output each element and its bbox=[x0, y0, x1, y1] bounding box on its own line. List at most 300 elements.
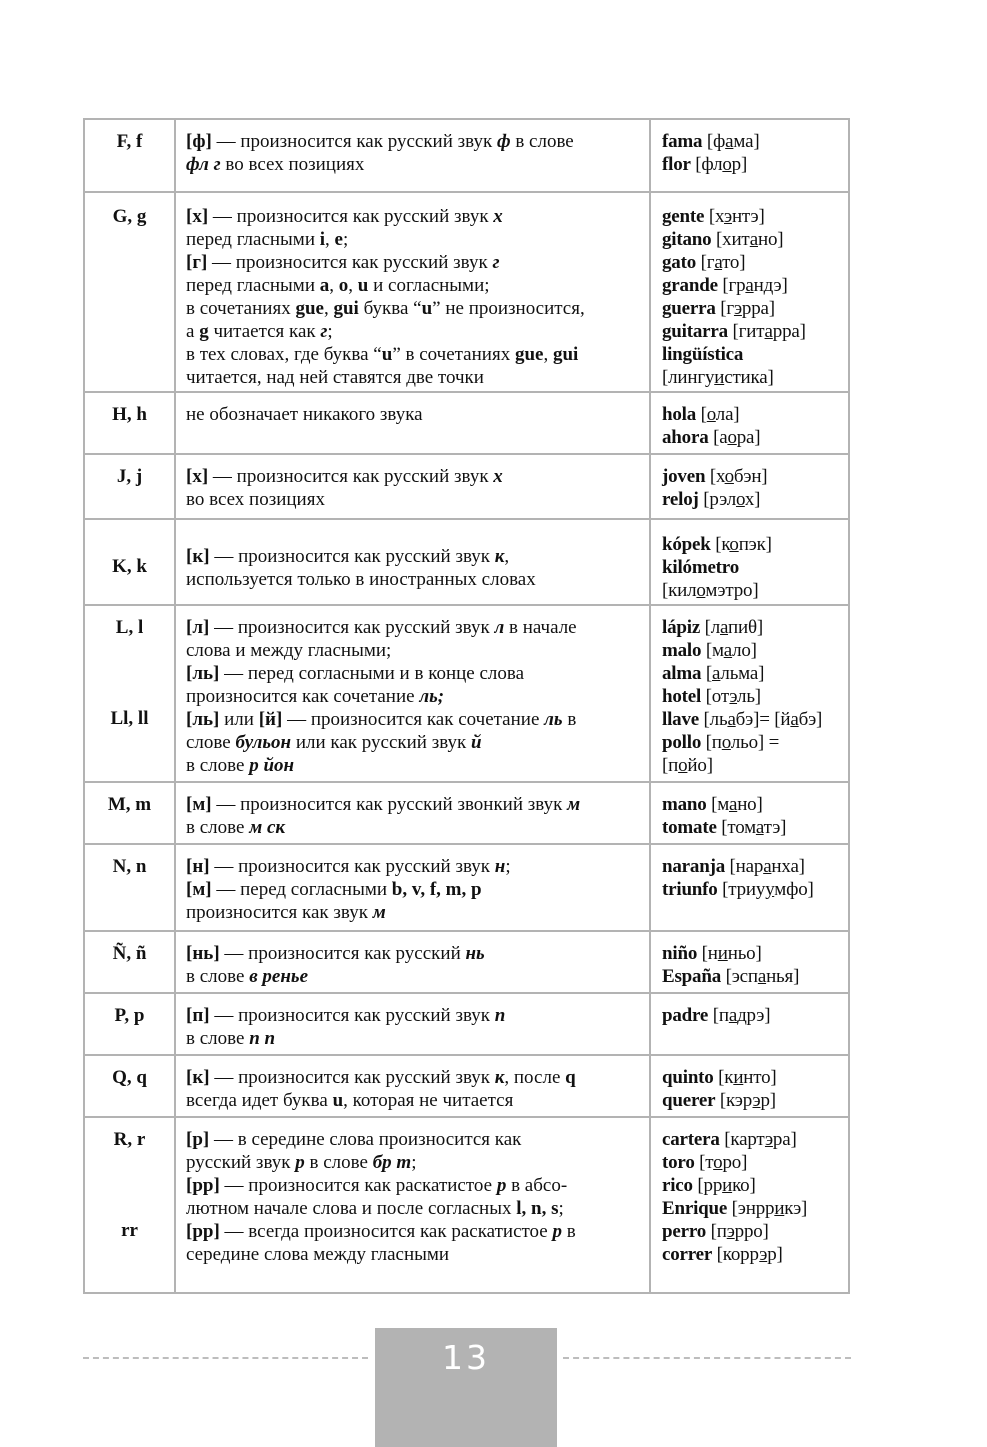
letter-label: R, r bbox=[113, 1129, 146, 1150]
russian-sound: бр т bbox=[372, 1152, 412, 1173]
text-segment: [п bbox=[706, 1221, 727, 1242]
examples-cell bbox=[651, 393, 848, 453]
russian-sound: р bbox=[496, 1175, 507, 1196]
text-segment: — в середине слова произносится как bbox=[209, 1129, 522, 1150]
text-segment: буква “ bbox=[358, 298, 422, 319]
bold-term: llave bbox=[662, 709, 699, 730]
text-segment: [нар bbox=[725, 856, 764, 877]
pronunciation-line bbox=[186, 901, 649, 924]
pronunciation-cell bbox=[176, 845, 651, 930]
bold-term: [х] bbox=[186, 466, 209, 487]
text-segment: лютном начале слова и после согласных bbox=[186, 1198, 517, 1219]
bold-term: [рр] bbox=[186, 1221, 220, 1242]
pronunciation-cell bbox=[176, 1118, 651, 1292]
stressed-vowel: и bbox=[722, 1175, 733, 1196]
letter-cell bbox=[85, 520, 176, 604]
stressed-vowel: о bbox=[678, 755, 688, 776]
russian-sound: нь bbox=[465, 943, 485, 964]
example-line bbox=[662, 556, 848, 579]
russian-sound: ф bbox=[496, 131, 511, 152]
pronunciation-line bbox=[186, 1151, 649, 1174]
letter-cell bbox=[85, 393, 176, 453]
bold-term: reloj bbox=[662, 489, 699, 510]
example-line bbox=[662, 855, 848, 878]
table-row bbox=[85, 930, 848, 992]
stressed-vowel: а bbox=[755, 817, 764, 838]
text-segment: , bbox=[543, 344, 553, 365]
example-line bbox=[662, 320, 848, 343]
text-segment: ндэ] bbox=[753, 275, 788, 296]
text-segment: [энрр bbox=[727, 1198, 775, 1219]
letter-label: J, j bbox=[116, 466, 143, 487]
bold-term: gitano bbox=[662, 229, 712, 250]
example-line bbox=[662, 639, 848, 662]
text-segment: ; bbox=[411, 1152, 417, 1173]
example-line bbox=[662, 274, 848, 297]
text-segment: [рэл bbox=[698, 489, 736, 510]
bold-term: ahora bbox=[662, 427, 709, 448]
text-segment: [м bbox=[706, 794, 729, 815]
text-segment: пиθ] bbox=[728, 617, 763, 638]
text-segment: рро] bbox=[734, 1221, 769, 1242]
stressed-vowel: э bbox=[752, 1090, 761, 1111]
stressed-vowel: о bbox=[696, 580, 706, 601]
example-line bbox=[662, 731, 848, 754]
pronunciation-line bbox=[186, 545, 649, 568]
text-segment: — всегда произносится как раскатистое bbox=[219, 1221, 553, 1242]
bold-term: [п] bbox=[186, 1005, 210, 1026]
bold-term: querer bbox=[662, 1090, 716, 1111]
letter-cell bbox=[85, 783, 176, 843]
bold-term: gue bbox=[295, 298, 324, 319]
text-segment: произносится как звук bbox=[186, 902, 373, 923]
text-segment: нха] bbox=[771, 856, 805, 877]
pronunciation-line bbox=[186, 662, 649, 685]
text-segment: — произносится как русский звук bbox=[209, 617, 495, 638]
russian-sound: р bbox=[552, 1221, 562, 1242]
letter-label: N, n bbox=[112, 856, 147, 877]
pronunciation-line bbox=[186, 153, 649, 176]
text-segment: ма] bbox=[733, 131, 760, 152]
bold-term: [л] bbox=[186, 617, 210, 638]
text-segment: , bbox=[348, 275, 358, 296]
bold-term: l, n, s bbox=[516, 1198, 559, 1219]
text-segment: ; bbox=[558, 1198, 564, 1219]
russian-sound: р йон bbox=[249, 755, 295, 776]
text-segment: [эсп bbox=[721, 966, 758, 987]
text-segment: читается как bbox=[208, 321, 321, 342]
table-row bbox=[85, 453, 848, 518]
text-segment: ко] bbox=[732, 1175, 756, 1196]
text-segment: ла] bbox=[715, 404, 740, 425]
table-row bbox=[85, 518, 848, 604]
text-segment: , bbox=[323, 298, 334, 319]
stressed-vowel: о bbox=[729, 534, 739, 555]
text-segment: [гит bbox=[727, 321, 765, 342]
text-segment: ло] bbox=[732, 640, 757, 661]
bold-term: gui bbox=[552, 344, 579, 365]
bold-term: guitarra bbox=[662, 321, 728, 342]
text-segment: — произносится как русский звук bbox=[209, 546, 495, 567]
text-segment: не обозначает никакого звука bbox=[186, 404, 423, 425]
text-segment: льма] bbox=[720, 663, 765, 684]
letter-label: Ñ, ñ bbox=[112, 943, 147, 964]
text-segment: ра] bbox=[772, 1129, 797, 1150]
letter-cell bbox=[85, 1118, 176, 1292]
example-line bbox=[662, 1243, 848, 1266]
text-segment: [ф bbox=[702, 131, 726, 152]
pronunciation-cell bbox=[176, 783, 651, 843]
text-segment: в слове bbox=[186, 1028, 250, 1049]
example-line bbox=[662, 685, 848, 708]
text-segment: читается, над ней ставятся две точки bbox=[186, 367, 484, 388]
pronunciation-line bbox=[186, 878, 649, 901]
bold-term: quinto bbox=[662, 1067, 714, 1088]
text-segment: [фл bbox=[690, 154, 723, 175]
pronunciation-line bbox=[186, 1128, 649, 1151]
bold-term: [ль] bbox=[186, 709, 220, 730]
bold-term: [рр] bbox=[186, 1175, 220, 1196]
text-segment: нто] bbox=[743, 1067, 777, 1088]
bold-term: alma bbox=[662, 663, 702, 684]
example-line bbox=[662, 616, 848, 639]
text-segment: [ bbox=[696, 404, 707, 425]
table-row bbox=[85, 604, 848, 781]
text-segment: — произносится как русский звонкий звук bbox=[211, 794, 568, 815]
russian-sound: п п bbox=[249, 1028, 276, 1049]
pronunciation-line bbox=[186, 568, 649, 591]
stressed-vowel: и bbox=[733, 1067, 744, 1088]
pronunciation-line bbox=[186, 274, 649, 297]
text-segment: но] bbox=[737, 794, 763, 815]
pronunciation-line bbox=[186, 965, 649, 988]
text-segment: середине слова между гласными bbox=[186, 1244, 450, 1265]
stressed-vowel: а bbox=[757, 966, 767, 987]
russian-sound: фл г bbox=[186, 154, 221, 175]
bold-term: [г] bbox=[186, 252, 208, 273]
examples-cell bbox=[651, 783, 848, 843]
stressed-vowel: э bbox=[764, 1129, 773, 1150]
bold-term: correr bbox=[662, 1244, 713, 1265]
stressed-vowel: о bbox=[721, 732, 731, 753]
stressed-vowel: а bbox=[728, 1005, 738, 1026]
examples-cell bbox=[651, 1056, 848, 1116]
bold-term: guerra bbox=[662, 298, 716, 319]
bold-term: niño bbox=[662, 943, 698, 964]
bold-term: rico bbox=[662, 1175, 693, 1196]
example-line bbox=[662, 1004, 848, 1027]
bold-term: gente bbox=[662, 206, 705, 227]
text-segment: [м bbox=[701, 640, 724, 661]
stressed-vowel: а bbox=[745, 275, 754, 296]
example-line bbox=[662, 1128, 848, 1151]
pronunciation-line bbox=[186, 1004, 649, 1027]
letter-label: M, m bbox=[107, 794, 152, 815]
pronunciation-line bbox=[186, 1174, 649, 1197]
bold-term: b, v, f, m, p bbox=[391, 879, 482, 900]
bold-term: [ф] bbox=[186, 131, 212, 152]
bold-term: gui bbox=[333, 298, 359, 319]
text-segment: , bbox=[329, 275, 339, 296]
text-segment: ” не произносится, bbox=[432, 298, 585, 319]
stressed-vowel: э bbox=[759, 1244, 768, 1265]
example-line bbox=[662, 426, 848, 449]
pronunciation-line bbox=[186, 130, 649, 153]
bold-term: joven bbox=[662, 466, 706, 487]
text-segment: , после bbox=[504, 1067, 566, 1088]
bold-term: gue bbox=[514, 344, 544, 365]
text-segment: — произносится как русский звук bbox=[208, 466, 494, 487]
pronunciation-line bbox=[186, 616, 649, 639]
text-segment: — произносится как раскатистое bbox=[219, 1175, 497, 1196]
letter-label: H, h bbox=[112, 404, 147, 425]
text-segment: слове bbox=[186, 732, 236, 753]
text-segment: [ bbox=[701, 663, 712, 684]
alphabet-pronunciation-table bbox=[83, 118, 850, 1294]
text-segment: [корр bbox=[712, 1244, 760, 1265]
table-row bbox=[85, 1054, 848, 1116]
example-line bbox=[662, 878, 848, 901]
text-segment: ” в сочетаниях bbox=[392, 344, 515, 365]
text-segment: стика] bbox=[724, 367, 774, 388]
text-segment: ро] bbox=[722, 1152, 748, 1173]
pronunciation-line bbox=[186, 297, 649, 320]
text-segment: используется только в иностранных словах bbox=[186, 569, 536, 590]
example-line bbox=[662, 403, 848, 426]
example-line bbox=[662, 1174, 848, 1197]
pronunciation-line bbox=[186, 488, 649, 511]
stressed-vowel: а bbox=[714, 252, 723, 273]
bold-term: [м] bbox=[186, 879, 212, 900]
example-line bbox=[662, 343, 848, 366]
text-segment: ; bbox=[327, 321, 333, 342]
russian-sound: л bbox=[494, 617, 505, 638]
text-segment: [т bbox=[694, 1152, 714, 1173]
russian-sound: р bbox=[295, 1152, 305, 1173]
example-line bbox=[662, 1089, 848, 1112]
stressed-vowel: а bbox=[720, 617, 729, 638]
pronunciation-line bbox=[186, 343, 649, 366]
stressed-vowel: о bbox=[735, 489, 745, 510]
bold-term: u bbox=[332, 1090, 344, 1111]
text-segment: [х bbox=[705, 466, 725, 487]
examples-cell bbox=[651, 994, 848, 1054]
stressed-vowel: а bbox=[763, 856, 772, 877]
text-segment: в слове bbox=[186, 755, 250, 776]
stressed-vowel: о bbox=[724, 466, 734, 487]
text-segment: [н bbox=[697, 943, 718, 964]
bold-term: [ль] bbox=[186, 663, 220, 684]
page-number-box bbox=[375, 1328, 557, 1447]
pronunciation-line bbox=[186, 1243, 649, 1266]
letter-label: P, p bbox=[114, 1005, 145, 1026]
pronunciation-cell bbox=[176, 393, 651, 453]
russian-sound: й bbox=[471, 732, 482, 753]
text-segment: — произносится как русский звук bbox=[207, 252, 493, 273]
examples-cell bbox=[651, 120, 848, 191]
letter-cell bbox=[85, 845, 176, 930]
bold-term: pollo bbox=[662, 732, 702, 753]
pronunciation-line bbox=[186, 855, 649, 878]
russian-sound: г bbox=[320, 321, 328, 342]
text-segment: , bbox=[325, 229, 335, 250]
pronunciation-line bbox=[186, 754, 649, 777]
text-segment: в слове bbox=[510, 131, 574, 152]
text-segment: или как русский звук bbox=[291, 732, 472, 753]
russian-sound: х bbox=[493, 206, 503, 227]
letter-label: Ll, ll bbox=[110, 708, 149, 729]
page-number: 13 bbox=[442, 1338, 490, 1377]
text-segment: в тех словах, где буква “ bbox=[186, 344, 382, 365]
text-segment: рра] bbox=[741, 298, 775, 319]
russian-sound: ль bbox=[544, 709, 563, 730]
text-segment: р] bbox=[731, 154, 748, 175]
stressed-vowel: а bbox=[790, 709, 799, 730]
bold-term: [нь] bbox=[186, 943, 220, 964]
text-segment: йо] bbox=[687, 755, 713, 776]
bold-term: u bbox=[421, 298, 433, 319]
bold-term: mano bbox=[662, 794, 707, 815]
text-segment: [рр bbox=[692, 1175, 723, 1196]
text-segment: в bbox=[561, 1221, 576, 1242]
text-segment: перед гласными bbox=[186, 275, 320, 296]
russian-sound: бульон bbox=[235, 732, 292, 753]
bold-term: gato bbox=[662, 252, 697, 273]
pronunciation-line bbox=[186, 1220, 649, 1243]
text-segment: — произносится как русский звук bbox=[209, 856, 495, 877]
pronunciation-line bbox=[186, 320, 649, 343]
text-segment: , которая не читается bbox=[343, 1090, 514, 1111]
text-segment: — произносится как русский звук bbox=[209, 1005, 495, 1026]
stressed-vowel: а bbox=[749, 229, 758, 250]
pronunciation-line bbox=[186, 465, 649, 488]
text-segment: в сочетаниях bbox=[186, 298, 296, 319]
examples-cell bbox=[651, 845, 848, 930]
pronunciation-line bbox=[186, 731, 649, 754]
bold-term: grande bbox=[662, 275, 718, 296]
text-segment: [кил bbox=[662, 580, 697, 601]
example-line bbox=[662, 816, 848, 839]
text-segment: ньо] bbox=[727, 943, 762, 964]
russian-sound: в ренье bbox=[249, 966, 309, 987]
text-segment: льо] = bbox=[730, 732, 780, 753]
pronunciation-line bbox=[186, 251, 649, 274]
stressed-vowel: а bbox=[727, 709, 736, 730]
table-row bbox=[85, 992, 848, 1054]
bold-term: [х] bbox=[186, 206, 209, 227]
stressed-vowel: о bbox=[722, 154, 732, 175]
text-segment: ; bbox=[342, 229, 349, 250]
letter-label: G, g bbox=[112, 206, 147, 227]
example-line bbox=[662, 130, 848, 153]
bold-term: hola bbox=[662, 404, 697, 425]
letter-cell bbox=[85, 1056, 176, 1116]
pronunciation-cell bbox=[176, 932, 651, 992]
bold-term: padre bbox=[662, 1005, 709, 1026]
text-segment: р] bbox=[760, 1090, 776, 1111]
text-segment: ра] bbox=[736, 427, 761, 448]
stressed-vowel: а bbox=[712, 663, 721, 684]
text-segment: — произносится как сочетание bbox=[282, 709, 545, 730]
russian-sound: п bbox=[494, 1005, 506, 1026]
text-segment: [от bbox=[701, 686, 730, 707]
text-segment: [п bbox=[662, 755, 679, 776]
russian-sound: м bbox=[567, 794, 581, 815]
bold-term: u bbox=[381, 344, 393, 365]
text-segment: [п bbox=[701, 732, 722, 753]
bold-term: flor bbox=[662, 154, 691, 175]
text-segment: в абсо- bbox=[506, 1175, 568, 1196]
text-segment: во всех позициях bbox=[186, 489, 325, 510]
table-row bbox=[85, 843, 848, 930]
text-segment: перед гласными bbox=[186, 229, 320, 250]
pronunciation-line bbox=[186, 366, 649, 389]
stressed-vowel: э bbox=[729, 686, 738, 707]
letter-label: F, f bbox=[116, 131, 143, 152]
text-segment: а bbox=[186, 321, 200, 342]
example-line bbox=[662, 465, 848, 488]
text-segment: [лингу bbox=[662, 367, 715, 388]
text-segment: пэк] bbox=[738, 534, 772, 555]
pronunciation-line bbox=[186, 1197, 649, 1220]
stressed-vowel: а bbox=[725, 131, 734, 152]
text-segment: в слове bbox=[186, 817, 250, 838]
text-segment: — произносится как русский звук bbox=[208, 206, 494, 227]
bold-term: lingüística bbox=[662, 344, 744, 365]
text-segment: [к bbox=[713, 1067, 734, 1088]
text-segment: х] bbox=[744, 489, 761, 510]
table-row bbox=[85, 781, 848, 843]
example-line bbox=[662, 533, 848, 556]
text-segment: и согласными; bbox=[368, 275, 490, 296]
bold-term: lápiz bbox=[662, 617, 701, 638]
text-segment: но] bbox=[758, 229, 784, 250]
pronunciation-cell bbox=[176, 994, 651, 1054]
text-segment: слова и между гласными; bbox=[186, 640, 392, 661]
text-segment: [п bbox=[708, 1005, 729, 1026]
table-row bbox=[85, 1116, 848, 1292]
pronunciation-line bbox=[186, 942, 649, 965]
pronunciation-cell bbox=[176, 120, 651, 191]
example-line bbox=[662, 153, 848, 176]
stressed-vowel: э bbox=[733, 298, 742, 319]
example-line bbox=[662, 251, 848, 274]
example-line bbox=[662, 228, 848, 251]
examples-cell bbox=[651, 455, 848, 518]
stressed-vowel: о bbox=[706, 404, 716, 425]
example-line bbox=[662, 1151, 848, 1174]
bold-term: toro bbox=[662, 1152, 695, 1173]
examples-cell bbox=[651, 1118, 848, 1292]
bold-term: fama bbox=[662, 131, 703, 152]
stressed-vowel: и bbox=[714, 367, 725, 388]
text-segment: [карт bbox=[719, 1129, 765, 1150]
bold-term: [м] bbox=[186, 794, 212, 815]
letter-label: Q, q bbox=[112, 1067, 147, 1088]
stressed-vowel: э bbox=[724, 206, 732, 227]
russian-sound: г bbox=[492, 252, 500, 273]
stressed-vowel: а bbox=[728, 794, 738, 815]
text-segment: [а bbox=[708, 427, 728, 448]
pronunciation-cell bbox=[176, 193, 651, 391]
text-segment: дрэ] bbox=[737, 1005, 771, 1026]
bold-term: u bbox=[357, 275, 369, 296]
text-segment: русский звук bbox=[186, 1152, 296, 1173]
bold-term: a bbox=[319, 275, 330, 296]
text-segment: нтэ] bbox=[731, 206, 765, 227]
bold-term: kilómetro bbox=[662, 557, 740, 578]
text-segment: [к bbox=[710, 534, 730, 555]
